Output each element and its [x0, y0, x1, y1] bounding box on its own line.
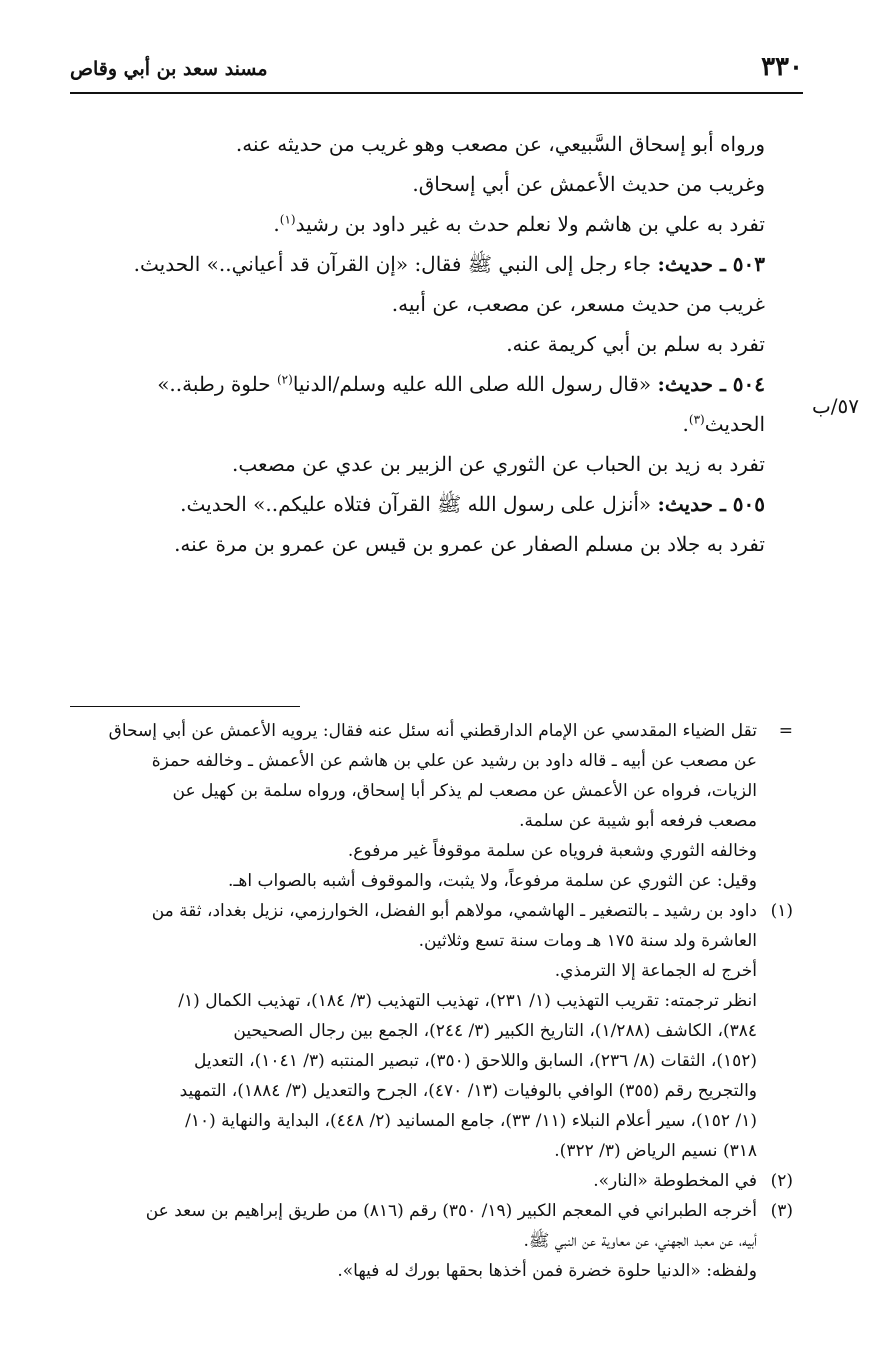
footnote-line: (١/ ١٥٢)، سير أعلام النبلاء (١١/ ٣٣)، جامع المسانيد (٢/ ٤٤٨)، البداية والنهاية (١٠/ [185, 1111, 757, 1131]
footnote-line: تقل الضياء المقدسي عن الإمام الدارقطني أنه سئل عنه فقال: يرويه الأعمش عن أبي إسحاق [108, 721, 757, 741]
footnote-mark: (٣) [770, 1201, 793, 1221]
main-text [70, 124, 793, 564]
paragraph [70, 204, 793, 244]
footnote-line: ٣١٨) نسيم الرياض (٣/ ٣٢٢). [554, 1141, 757, 1161]
footnote-body [68, 716, 757, 896]
page-number: ٣٣٠ [761, 52, 803, 82]
footnote-2 [68, 1166, 793, 1196]
footnote-line: الزيات، فرواه عن الأعمش عن مصعب لم يذكر أبا إسحاق، ورواه سلمة بن كهيل عن [172, 781, 757, 801]
footnote-line: (١٥٢)، الثقات (٨/ ٢٣٦)، السابق واللاحق (٣٥٠)، تبصير المنتبه (٣/ ١٠٤١)، التعديل [194, 1051, 757, 1071]
manuscript-folio-note: ٥٧/ب [811, 394, 859, 418]
paragraph: تفرد به جلاد بن مسلم الصفار عن عمرو بن قيس عن عمرو بن مرة عنه. [174, 532, 765, 556]
hadith-number: ٥٠٤ ـ حديث: [657, 372, 765, 396]
hadith-text: جاء رجل إلى النبي ﷺ فقال: «إن القرآن قد أعياني..» الحديث. [133, 252, 652, 276]
footnote-line: عن مصعب عن أبيه ـ قاله داود بن رشيد عن علي بن هاشم عن الأعمش ـ وخالفه حمزة [151, 751, 757, 771]
paragraph-end: . [273, 212, 280, 236]
hadith-text: حلوة رطبة..» الحديث [157, 372, 765, 436]
hadith-number: ٥٠٥ ـ حديث: [657, 492, 765, 516]
running-title: مسند سعد بن أبي وقاص [70, 58, 268, 80]
hadith-number: ٥٠٣ ـ حديث: [657, 252, 765, 276]
footnote-continuation [68, 716, 793, 896]
footnote-line: ٣٨٤)، الكاشف (١/٢٨٨)، التاريخ الكبير (٣/ ٢٤٤)، الجمع بين رجال الصحيحين [233, 1021, 757, 1041]
footnote-mark: (٢) [770, 1171, 793, 1191]
hadith-503 [70, 244, 793, 284]
paragraph: تفرد به زيد بن الحباب عن الثوري عن الزبير بن عدي عن مصعب. [232, 452, 765, 476]
footnote-line: ولفظه: «الدنيا حلوة خضرة فمن أخذها بحقها بورك له فيها». [337, 1261, 757, 1281]
footnotes [68, 716, 793, 1286]
footnote-line: العاشرة ولد سنة ١٧٥ هـ ومات سنة تسع وثلاثين. [418, 931, 757, 951]
footnote-mark: = [778, 721, 793, 741]
footnote-line: أخرج له الجماعة إلا الترمذي. [554, 961, 757, 981]
footnote-line: وقيل: عن الثوري عن سلمة مرفوعاً، ولا يثبت، والموقوف أشبه بالصواب اهـ. [228, 871, 757, 891]
footnote-3 [68, 1196, 793, 1286]
footnote-ref: (١) [279, 212, 296, 227]
footnote-ref: (٣) [688, 412, 705, 427]
footnote-body [68, 1196, 757, 1286]
header-rule [70, 92, 803, 94]
footnote-mark: (١) [770, 901, 793, 921]
footnote-line: وخالفه الثوري وشعبة فروياه عن سلمة موقوفاً غير مرفوع. [347, 841, 757, 861]
footnote-body [68, 1166, 757, 1196]
hadith-text: «أنزل على رسول الله ﷺ القرآن فتلاه عليكم..» الحديث. [180, 492, 652, 516]
footnote-separator [70, 706, 300, 707]
paragraph: تفرد به سلم بن أبي كريمة عنه. [506, 332, 765, 356]
footnote-line: داود بن رشيد ـ بالتصغير ـ الهاشمي، مولاهم أبو الفضل، الخوارزمي، نزيل بغداد، ثقة من [151, 901, 757, 921]
hadith-504 [70, 364, 793, 444]
footnote-line: انظر ترجمته: تقريب التهذيب (١/ ٢٣١)، تهذيب التهذيب (٣/ ١٨٤)، تهذيب الكمال (١/ [178, 991, 757, 1011]
footnote-line: أبيه، عن معبد الجهني، عن معاوية عن النبي ﷺ. [523, 1231, 757, 1251]
footnote-1 [68, 896, 793, 1166]
footnote-ref: (٢) [276, 372, 293, 387]
footnote-line: في المخطوطة «النار». [593, 1171, 757, 1191]
footnote-line: مصعب فرفعه أبو شيبة عن سلمة. [519, 811, 757, 831]
footnote-line: والتجريح رقم (٣٥٥) الوافي بالوفيات (١٣/ ٤٧٠)، الجرح والتعديل (٣/ ١٨٨٤)، التمهيد [179, 1081, 757, 1101]
hadith-505 [70, 484, 793, 524]
footnote-body [68, 896, 757, 1166]
footnote-line: أخرجه الطبراني في المعجم الكبير (١٩/ ٣٥٠) رقم (٨١٦) من طريق إبراهيم بن سعد عن [145, 1201, 757, 1221]
hadith-text: «قال رسول الله صلى الله عليه وسلم/الدنيا [292, 372, 652, 396]
paragraph: غريب من حديث مسعر، عن مصعب، عن أبيه. [391, 292, 765, 316]
paragraph: ورواه أبو إسحاق السَّبيعي، عن مصعب وهو غريب من حديثه عنه. [235, 132, 765, 156]
page-header [70, 52, 803, 92]
paragraph: وغريب من حديث الأعمش عن أبي إسحاق. [412, 172, 765, 196]
paragraph-end: . [682, 412, 689, 436]
paragraph-text: تفرد به علي بن هاشم ولا نعلم حدث به غير داود بن رشيد [295, 212, 765, 236]
